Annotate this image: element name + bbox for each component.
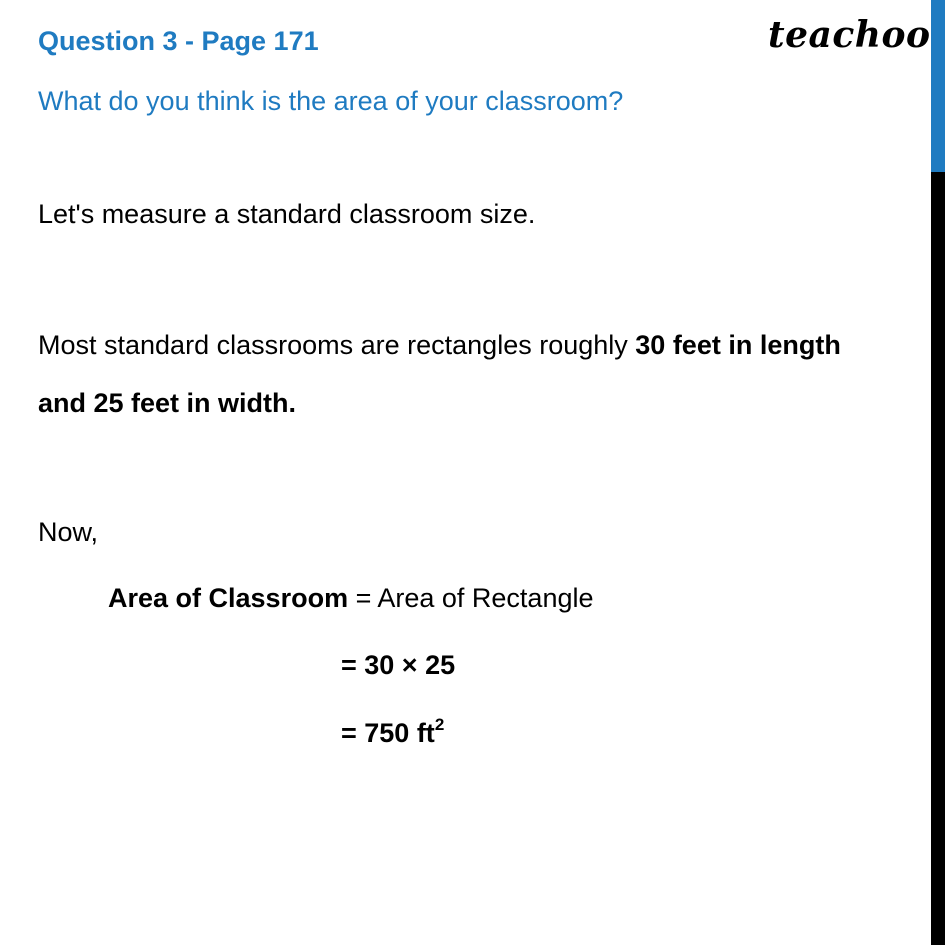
now-text: Now, <box>38 517 99 547</box>
calc-exponent: 2 <box>434 715 445 734</box>
area-equation <box>108 583 594 614</box>
fact-width: and 25 feet in width. <box>38 388 297 418</box>
sidebar-bar <box>931 0 945 945</box>
fact-line-1 <box>38 330 841 361</box>
calc-step-2 <box>341 715 444 749</box>
question-text: What do you think is the area of your classroom? <box>38 86 624 116</box>
fact-length: 30 feet in length <box>635 330 841 360</box>
sidebar-accent <box>931 0 945 172</box>
fact-prefix: Most standard classrooms are rectangles roughly <box>38 330 636 360</box>
teachoo-logo: teachoo <box>768 14 931 56</box>
fact-line-2 <box>38 388 296 419</box>
area-lhs: Area of Classroom <box>108 583 349 613</box>
calc-step-1: = 30 × 25 <box>341 650 456 680</box>
page-title: Question 3 - Page 171 <box>38 26 319 56</box>
area-rhs: = Area of Rectangle <box>348 583 594 613</box>
intro-text: Let's measure a standard classroom size. <box>38 199 536 229</box>
calc-result: = 750 ft <box>341 718 435 748</box>
